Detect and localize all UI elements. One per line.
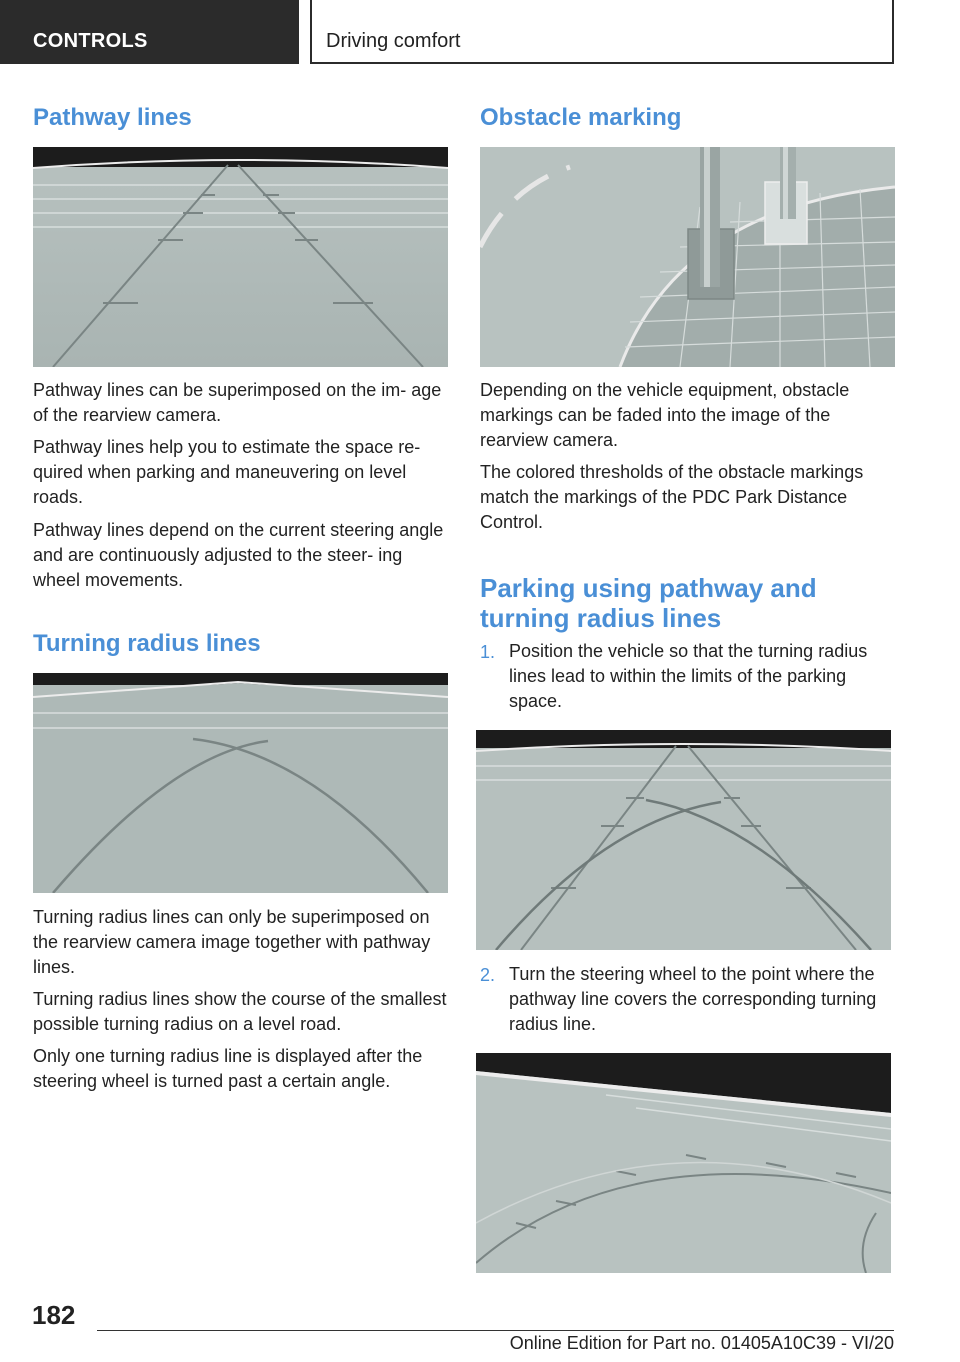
pathway-lines-figure — [33, 147, 448, 367]
pathway-paragraph-2: Pathway lines help you to estimate the space re‐ quired when parking and maneuvering on level roads. — [33, 437, 421, 507]
footer-divider — [97, 1330, 894, 1331]
step-1-text: Position the vehicle so that the turning radius lines lead to within the limits of the parking space. — [509, 641, 868, 711]
chapter-tab — [310, 0, 894, 64]
obstacle-marking-heading: Obstacle marking — [480, 104, 682, 131]
parking-heading: Parking using pathway and turning radius lines — [480, 573, 817, 633]
turning-paragraph-1: Turning radius lines can only be superimposed on the rearview camera image together with pathway lines. — [33, 907, 431, 977]
page-number: 182 — [32, 1300, 76, 1330]
turning-paragraph-3: Only one turning radius line is displayed after the steering wheel is turned past a certain angle. — [33, 1046, 423, 1091]
step-2-number: 2. — [480, 965, 496, 985]
obstacle-paragraph-1: Depending on the vehicle equipment, obstacle markings can be faded into the image of the rearview camera. — [480, 380, 850, 450]
obstacle-paragraph-2: The colored thresholds of the obstacle markings match the markings of the PDC Park Distance Control. — [480, 462, 864, 532]
pathway-paragraph-3: Pathway lines depend on the current steering angle and are continuously adjusted to the steer‐ ing wheel movements. — [33, 520, 444, 590]
section-tab — [0, 0, 299, 64]
turning-radius-heading: Turning radius lines — [33, 630, 261, 657]
obstacle-marking-figure — [480, 147, 895, 367]
parking-step-2-figure — [476, 1053, 891, 1273]
turning-paragraph-2: Turning radius lines show the course of the smallest possible turning radius on a level road. — [33, 989, 447, 1034]
edition-text: Online Edition for Part no. 01405A10C39 - VI/20 — [509, 1333, 894, 1353]
turning-radius-figure — [33, 673, 448, 893]
section-label: CONTROLS — [33, 30, 148, 52]
step-2-text: Turn the steering wheel to the point where the pathway line covers the corresponding turning radius line. — [509, 964, 877, 1034]
pathway-paragraph-1: Pathway lines can be superimposed on the im‐ age of the rearview camera. — [33, 380, 442, 425]
parking-step-1-figure — [476, 730, 891, 950]
pathway-lines-heading: Pathway lines — [33, 104, 192, 131]
chapter-label: Driving comfort — [326, 30, 461, 52]
step-1-number: 1. — [480, 642, 496, 662]
